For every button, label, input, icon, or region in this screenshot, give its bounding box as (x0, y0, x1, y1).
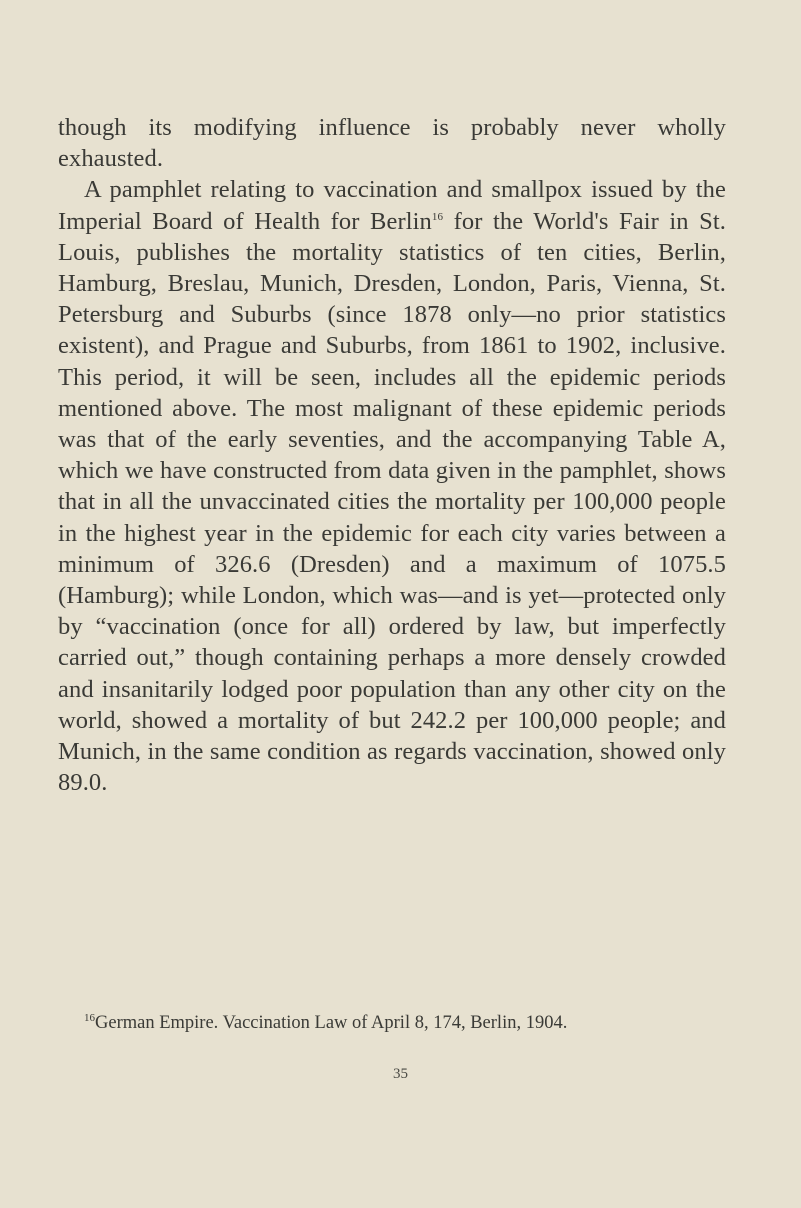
body-text (58, 112, 726, 798)
footnote-reference: 16 (431, 210, 444, 223)
paragraph-pamphlet (58, 174, 726, 798)
paragraph-pamphlet-start: A pamphlet relating to vaccination and smallpox issued by the Imperial Board of Health for Berlin (58, 176, 726, 235)
footnote-marker: 16 (84, 1011, 95, 1024)
footnote-text: German Empire. Vaccination Law of April 8, 174, Berlin, 1904. (95, 1013, 568, 1033)
page-number: 35 (393, 1066, 408, 1082)
footnote-line (58, 1011, 726, 1035)
footnote (58, 1011, 726, 1035)
paragraph-pamphlet-rest: for the World's Fair in St. Louis, publishes the mortality statistics of ten cities, Berlin, Hamburg, Breslau, Munich, Dresden, London, Paris, Vienna, St. Petersburg and Suburbs (since 1878 only—no prior statistics existent), and Prague and Suburbs, from 1861 to 1902, inclusive. This period, it will be seen, includes all the epidemic periods mentioned above. The most malignant of these epidemic periods was that of the early seventies, and the accompanying Table A, which we have constructed from data given in the pamphlet, shows that in all the unvaccinated cities the mortality per 100,000 people in the highest year in the epidemic for each city varies between a minimum of 326.6 (Dresden) and a maximum of 1075.5 (Hamburg); while London, which was—and is yet—protected only by “vaccination (once for all) ordered by law, but imperfectly carried out,” though containing perhaps a more densely crowded and insanitarily lodged poor population than any other city on the world, showed a mortality of but 242.2 per 100,000 people; and Munich, in the same condition as regards vaccination, showed only 89.0. (58, 207, 727, 797)
paragraph-continuation: though its modifying influence is probably never wholly exhausted. (58, 114, 726, 173)
